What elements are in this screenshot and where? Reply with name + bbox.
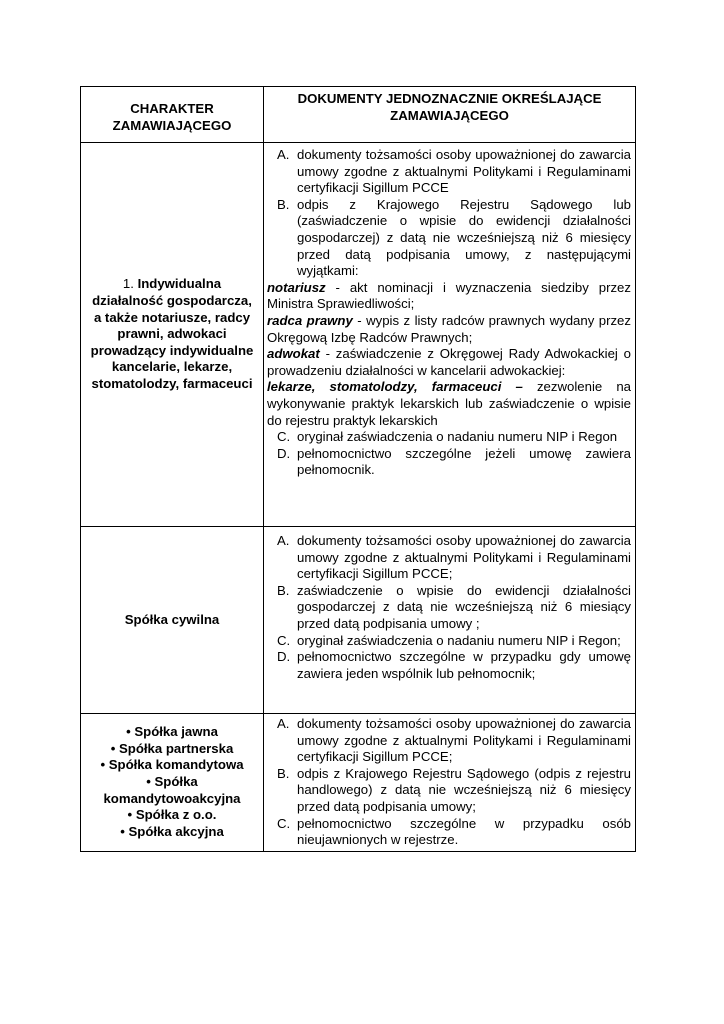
- table-row: [81, 714, 636, 852]
- client-type-individual: [81, 143, 264, 527]
- documents-civil-partnership: [264, 527, 636, 714]
- list-item: [267, 533, 631, 583]
- item-marker: A.: [277, 716, 290, 731]
- list-item: [267, 429, 631, 446]
- documents-table: [80, 86, 636, 852]
- list-item: [267, 147, 631, 197]
- company-type: • Spółka komandytowoakcyjna: [103, 774, 241, 806]
- company-type: • Spółka akcyjna: [120, 823, 224, 839]
- exception-text: - zaświadczenie z Okręgowej Rady Adwokackiej o prowadzeniu działalności w kancelarii adwokackiej:: [267, 346, 631, 378]
- item-marker: A.: [277, 147, 290, 162]
- company-type: • Spółka jawna: [126, 724, 218, 740]
- item-marker: D.: [277, 649, 291, 665]
- item-text: zaświadczenie o wpisie do ewidencji działalności gospodarczej z datą nie wcześniejszą niż 6 miesiący przed datą podpisania umowy ;: [297, 582, 631, 631]
- item-text: dokumenty tożsamości osoby upoważnionej do zawarcia umowy zgodne z aktualnymi Politykami i Regulaminami certyfikacji Sigillum PCCE;: [297, 533, 631, 582]
- list-item: [267, 816, 631, 849]
- header-documents: DOKUMENTY JEDNOZNACZNIE OKREŚLAJĄCE ZAMAWIAJĄCEGO: [264, 87, 636, 143]
- list-item: [267, 446, 631, 479]
- client-type-civil-partnership: Spółka cywilna: [81, 527, 264, 714]
- item-text: oryginał zaświadczenia o nadaniu numeru NIP i Regon;: [297, 632, 621, 648]
- item-text: pełnomocnictwo szczególne jeżeli umowę zawiera pełnomocnik.: [297, 445, 631, 478]
- exception-text: - akt nominacji i wyznaczenia siedziby przez Ministra Sprawiedliwości;: [267, 279, 631, 312]
- documents-individual: [264, 143, 636, 527]
- item-text: pełnomocnictwo szczególne w przypadku osób nieujawnionych w rejestrze.: [297, 815, 631, 848]
- item-marker: D.: [277, 445, 291, 461]
- documents-companies: [264, 714, 636, 852]
- item-marker: B.: [277, 582, 290, 598]
- item-text: dokumenty tożsamości osoby upoważnionej do zawarcia umowy zgodne z aktualnymi Politykami i Regulaminami certyfikacji Sigillum PCCE;: [297, 716, 631, 765]
- exception-notariusz: [267, 280, 631, 313]
- company-type: • Spółka partnerska: [110, 740, 234, 756]
- list-item: [267, 633, 631, 650]
- table-row: [81, 143, 636, 527]
- exception-term: lekarze, stomatolodzy, farmaceuci –: [267, 379, 523, 395]
- table-row: [81, 527, 636, 714]
- item-marker: C.: [277, 815, 291, 831]
- item-marker: C.: [277, 429, 291, 445]
- item-marker: B.: [277, 765, 290, 781]
- list-item: [267, 649, 631, 682]
- item-marker: A.: [277, 533, 290, 548]
- list-item: [267, 716, 631, 766]
- list-item: [267, 583, 631, 633]
- exception-term: adwokat: [267, 346, 320, 362]
- client-type-label: Indywidualna działalność gospodarcza, a także notariusze, radcy prawni, adwokaci prowadzący indywidualne kancelarie, lekarze, stomatolodzy, farmaceuci: [90, 276, 254, 391]
- item-text: pełnomocnictwo szczególne w przypadku gdy umowę zawiera jeden wspólnik lub pełnomocnik;: [297, 649, 631, 681]
- item-text: dokumenty tożsamości osoby upoważnionej do zawarcia umowy zgodne z aktualnymi Politykami i Regulaminami certyfikacji Sigillum PCCE: [297, 147, 631, 196]
- client-type-companies: [81, 714, 264, 852]
- exception-term: notariusz: [267, 279, 326, 295]
- exception-text: - wypis z listy radców prawnych wydany przez Okręgową Izbę Radców Prawnych;: [267, 312, 631, 345]
- exception-adwokat: [267, 346, 631, 379]
- table-header-row: [81, 87, 636, 143]
- header-client-type: CHARAKTER ZAMAWIAJĄCEGO: [81, 87, 264, 143]
- row-number: 1.: [122, 276, 134, 292]
- item-text: odpis z Krajowego Rejestru Sądowego (odpis z rejestru handlowego) z datą nie wcześniejszą niż 6 miesięcy przed datą podpisania umowy;: [297, 765, 631, 814]
- list-item: [267, 766, 631, 816]
- exception-radca-prawny: [267, 313, 631, 346]
- exception-lekarze: [267, 379, 631, 429]
- item-marker: B.: [277, 196, 290, 212]
- company-type: • Spółka z o.o.: [127, 807, 217, 823]
- list-item: [267, 197, 631, 280]
- item-marker: C.: [277, 632, 291, 648]
- item-text: odpis z Krajowego Rejestru Sądowego lub (zaświadczenie o wpisie do ewidencji działalności gospodarczej) z datą nie wcześniejszą niż 6 miesięcy przed datą podpisania umowy, z następującymi wyjątkami:: [297, 196, 631, 279]
- exception-term: radca prawny: [267, 312, 353, 328]
- company-type: • Spółka komandytowa: [100, 757, 244, 773]
- exception-text: zezwolenie na wykonywanie praktyk lekarskich lub zaświadczenie o wpisie do rejestru praktyk lekarskich: [267, 379, 631, 428]
- item-text: oryginał zaświadczenia o nadaniu numeru NIP i Regon: [297, 429, 618, 445]
